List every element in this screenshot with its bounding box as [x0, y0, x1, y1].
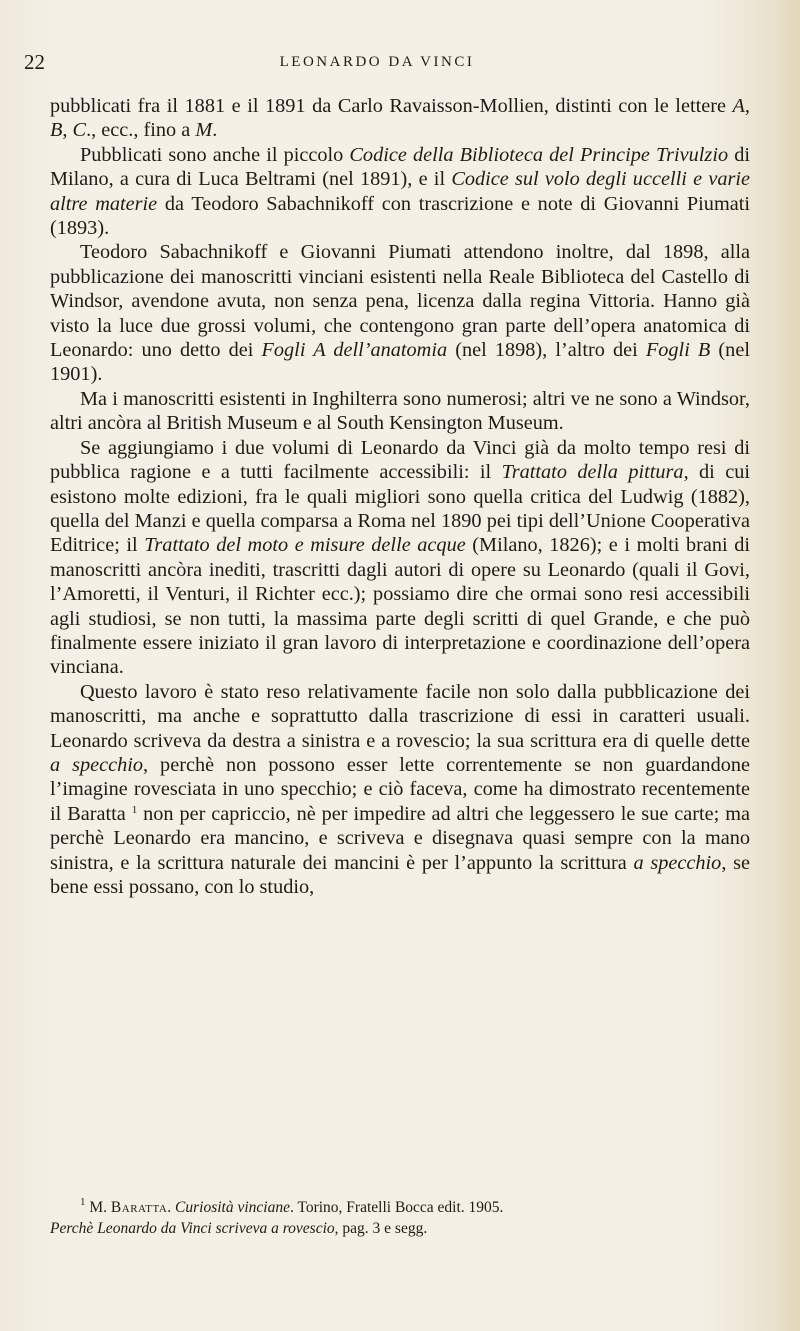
italic-title: Fogli A dell’anatomia [261, 339, 448, 362]
text-run: . Torino, Fratelli Bocca edit. 1905. [289, 1199, 504, 1216]
footnote-1 [50, 1197, 750, 1218]
italic-title: a specchio [633, 851, 722, 874]
text-run: , pag. 3 e segg. [334, 1220, 428, 1237]
author-name: Baratta [110, 1199, 168, 1216]
text-run: di Milano, a cura di Luca Beltrami (nel 1891), e il [50, 143, 750, 191]
paragraph-3 [50, 240, 750, 386]
italic-title: Fogli B [645, 339, 711, 362]
italic-title: Perchè Leonardo da Vinci scriveva a rovescio [50, 1220, 335, 1237]
text-run: non per capriccio, nè per impedire ad altri che leggessero le sue carte; ma perchè Leonardo era mancino, e scriveva e disegnava quasi sempre con la mano sinistra, e la scrittura naturale dei mancini è per l’appunto la scrittura [50, 802, 750, 874]
text-run: , se bene essi possano, con lo studio, [50, 851, 750, 898]
text-run: pubblicati fra il 1881 e il 1891 da Carlo Ravaisson-Mollien, distinti con le lettere [50, 95, 733, 117]
footnotes [50, 1197, 750, 1239]
body-text [50, 94, 750, 899]
text-run: da Teodoro Sabachnikoff con trascrizione e note di Giovanni Piumati (1893). [50, 192, 750, 240]
text-run: . [212, 119, 218, 142]
text-run: . [167, 1199, 176, 1216]
text-run: (nel 1901). [50, 339, 750, 386]
paragraph-6 [50, 680, 750, 900]
text-run: Pubblicati sono anche il piccolo [80, 143, 350, 166]
page-header [24, 50, 730, 84]
text-run: , [744, 95, 750, 117]
text-run: Teodoro Sabachnikoff e Giovanni Piumati attendono inoltre, dal 1898, alla pubblicazione dei manoscritti vinciani esistenti nella Reale Biblioteca del Castello di Windsor, avendone avuta, non senza pena, licenza dalla regina Vittoria. Hanno già visto la luce due grossi volumi, che contengono gran parte dell’opera anatomica di Leonardo: uno detto dei [50, 241, 750, 362]
running-head: LEONARDO DA VINCI [279, 54, 475, 70]
text-run: , di cui esistono molte edizioni, fra le quali migliori sono quella critica del Ludwig (1882), quella del Manzi e quella comparsa a Roma nel 1890 pei tipi dell’Unione Cooperativa Editrice; il [50, 461, 751, 557]
text-run: (Milano, 1826); e i molti brani di manoscritti ancòra inediti, trascritti dagli autori di opere su Leonardo (quali il Govi, l’Amoretti, il Venturi, il Richter ecc.); possiamo dire che ormai sono resi accessibili agli studiosi, se non tutti, la massima parte degli scritti di quel Grande, e che può finalmente essere iniziato il gran lavoro di interpretazione e coordinazione dell’opera vinciana. [50, 534, 750, 679]
paragraph-2 [50, 143, 750, 241]
italic-title: A [732, 95, 745, 117]
paragraph-4 [50, 387, 750, 436]
italic-title: Trattato del moto e misure delle acque [144, 534, 466, 557]
page-number: 22 [24, 50, 45, 74]
text-run: Ma i manoscritti esistenti in Inghilterra sono numerosi; altri ve ne sono a Windsor, altri ancòra al British Museum e al South Kensington Museum. [50, 387, 750, 435]
paragraph-1 [50, 94, 750, 143]
italic-title: M [195, 119, 213, 142]
text-run: , perchè non possono esser lette correntemente se non guardandone l’imagine rovesciata in uno specchio; e ciò faceva, come ha dimostrato recentemente il Baratta [50, 753, 750, 825]
text-run: ., ecc., fino a [86, 119, 196, 142]
footnote-1-continuation [50, 1218, 750, 1239]
text-run: , [62, 119, 73, 142]
paragraph-5 [50, 436, 750, 680]
text-run: Se aggiungiamo i due volumi di Leonardo da Vinci già da molto tempo resi di pubblica ragione e a tutti facilmente accessibili: il [50, 436, 750, 484]
text-run: M. [85, 1199, 111, 1216]
italic-title: a specchio [50, 753, 144, 776]
italic-title: Trattato della pittura [501, 461, 684, 484]
italic-title: Curiosità vinciane [175, 1199, 290, 1216]
italic-title: Codice della Biblioteca del Principe Trivulzio [349, 143, 729, 166]
italic-title: Codice sul volo degli uccelli e varie altre materie [50, 168, 750, 215]
text-run: Questo lavoro è stato reso relativamente facile non solo dalla pubblicazione dei manoscritti, ma anche e soprattutto dalla trascrizione di essi in caratteri usuali. Leonardo scriveva da destra a sinistra e a rovescio; la sua scrittura era di quelle dette [50, 680, 750, 752]
footnote-marker: 1 [80, 1196, 86, 1208]
italic-title: C [72, 119, 87, 142]
italic-title: B [50, 119, 63, 142]
footnote-marker: 1 [131, 803, 138, 816]
text-run: (nel 1898), l’altro dei [447, 339, 646, 362]
